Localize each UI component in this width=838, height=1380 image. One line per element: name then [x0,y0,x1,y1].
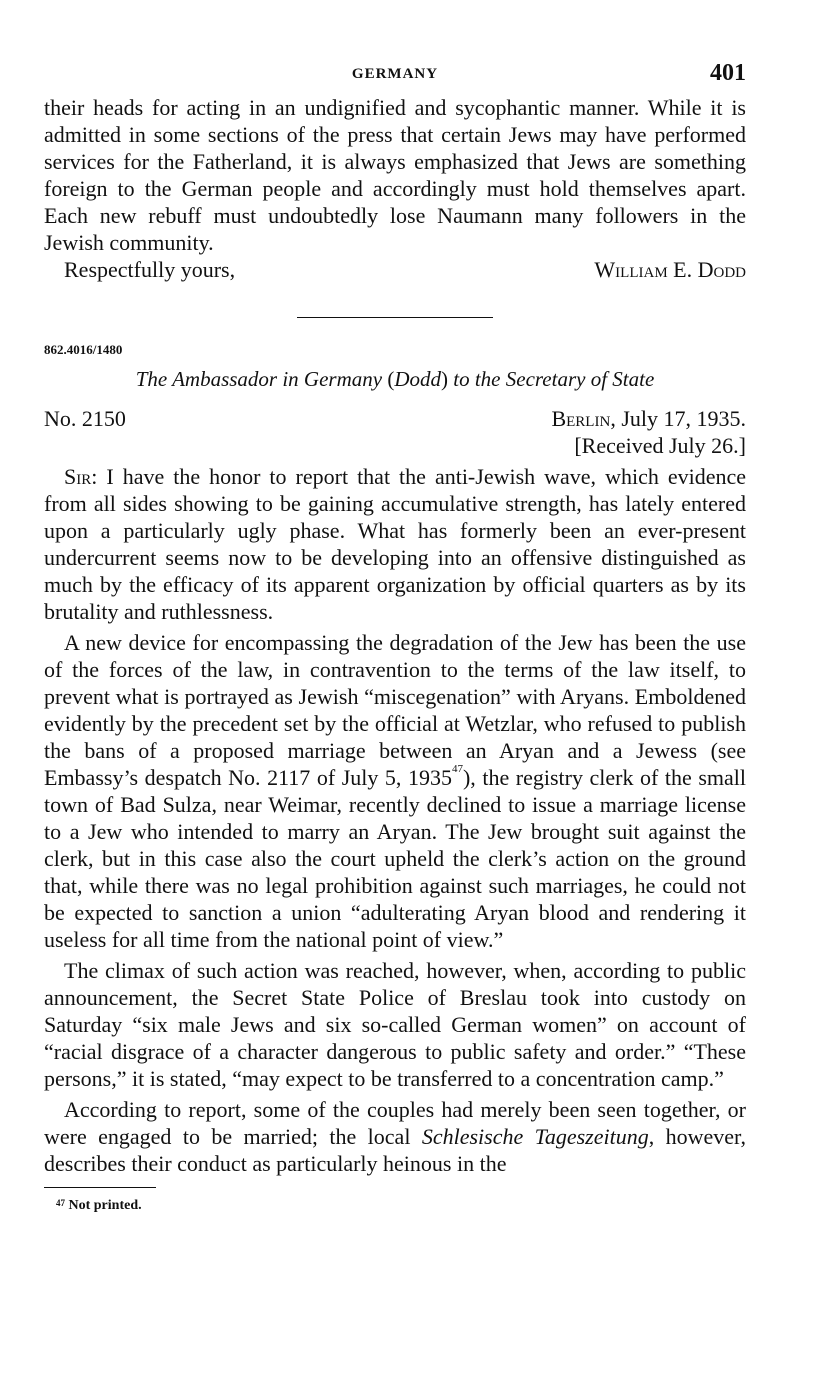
heading-text-before: The Ambassador in Germany [135,367,388,391]
despatch-meta [44,405,746,432]
heading-name: Dodd [394,367,442,391]
previous-letter-ending: their heads for acting in an undignified and sycophantic manner. While it is admitted in some sections of the press that certain Jews may have performed services for the Fatherland, it is always emphasized that Jews are something foreign to the German people and accordingly must hold themselves apart. Each new rebuff must undoubtedly lose Naumann many followers in the Jewish community. [44,95,746,255]
date: , July 17, 1935. [610,406,746,431]
paragraph-1 [44,463,746,625]
paragraph-2-text-after: ), the registry clerk of the small town of Bad Sulza, near Weimar, recently declined to issue a marriage license to a Jew who intended to marry an Aryan. The Jew brought suit against the clerk, but in this case also the court upheld the clerk’s action on the ground that, while there was no legal prohibition against such marriages, he could not be expected to sanction a union “adulterating Aryan blood and rendering it useless for all time from the national point of view.” [44,765,746,952]
paragraph-2 [44,629,746,953]
footnote-reference: 47 [451,763,463,775]
despatch-number: No. 2150 [44,406,126,431]
footnote-divider [44,1187,156,1188]
section-divider [297,317,493,318]
despatch-body [44,463,746,1177]
page-number: 401 [710,60,746,86]
footnote-text: Not printed. [65,1198,142,1213]
heading-paren-close: ) [441,367,449,391]
running-head [44,60,746,94]
heading-text-after: to the Secretary of State [448,367,655,391]
paragraph-2-text-before: A new device for encompassing the degradation of the Jew has been the use of the forces of the law, in contravention to the terms of the law itself, to prevent what is portrayed as Jewish “miscegenation” with Aryans. Emboldened evidently by the precedent set by the official at Wetzlar, who refused to publish the bans of a proposed marriage between an Aryan and a Jewess (see Embassy’s despatch No. 2117 of July 5, 1935 [44,630,746,790]
paragraph-4-text-before: According to report, some of the couples had merely been seen together, or were engaged to be married; the local [44,1097,746,1149]
footnote-number: 47 [56,1198,65,1208]
file-number: 862.4016/1480 [44,342,123,357]
place-date [551,405,746,432]
paragraph-4 [44,1096,746,1177]
complimentary-close: Respectfully yours, [64,257,236,282]
heading-paren-open: ( [387,367,395,391]
signature: William E. Dodd [594,257,746,282]
footnote [44,1198,746,1214]
received-date: [Received July 26.] [574,433,746,458]
running-title: GERMANY [351,66,439,82]
paragraph-3: The climax of such action was reached, however, when, according to public announcement, the Secret State Police of Breslau took into custody on Saturday “six male Jews and six so-called German women” on account of “racial disgrace of a character dangerous to public safety and order.” “These persons,” it is stated, “may expect to be transferred to a concentration camp.” [44,958,746,1091]
paragraph-1-text: : I have the honor to report that the anti-Jewish wave, which evidence from all sides showing to be gaining accumulative strength, has lately entered upon a particularly ugly phase. What has formerly been an ever-present undercurrent seems now to be developing into an offensive distinguished as much by the efficacy of its apparent organization by official quarters as by its brutality and ruthlessness. [44,464,746,624]
document-page [44,60,746,1214]
paragraph-4-text-after: , however, describes their conduct as particularly heinous in the [44,1124,746,1176]
letter-closing [44,256,746,283]
document-heading [44,366,746,393]
newspaper-title: Schlesische Tageszeitung [421,1124,649,1149]
place: Berlin [551,406,611,431]
salutation: Sir [64,464,92,489]
